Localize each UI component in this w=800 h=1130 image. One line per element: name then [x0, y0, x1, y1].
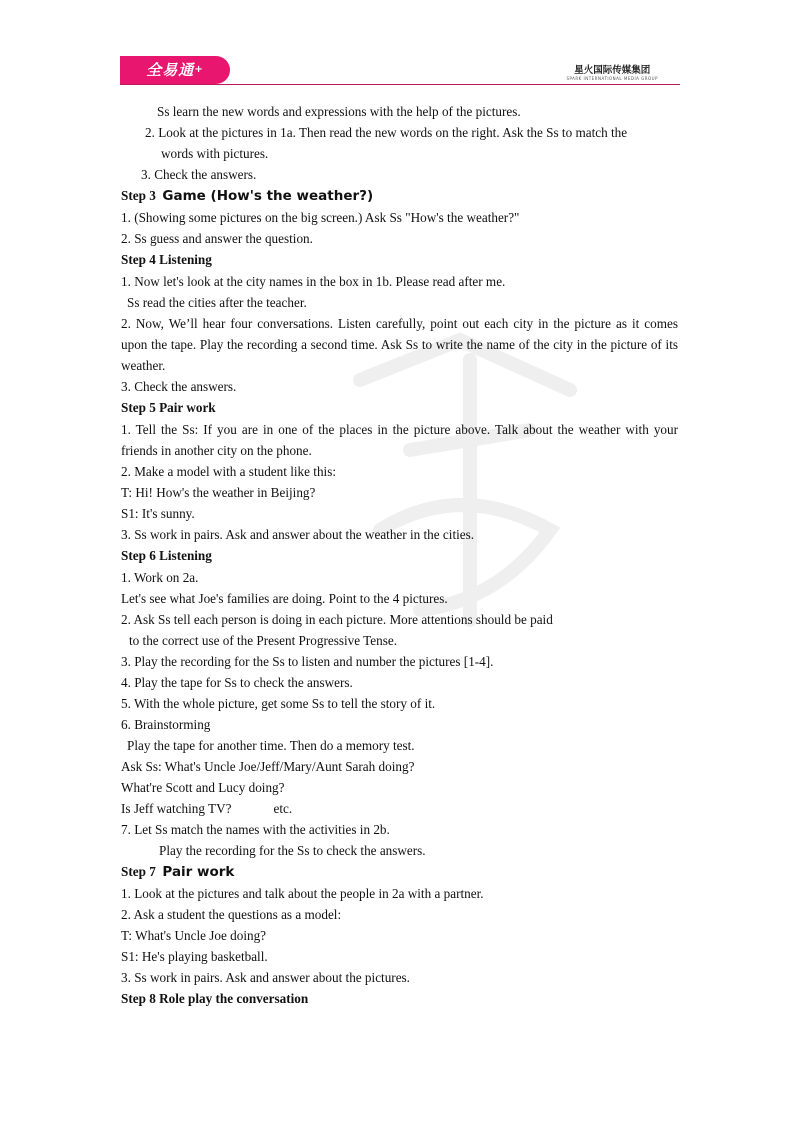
logo-text: 全易通 [146, 61, 195, 79]
text-line: Play the recording for the Ss to check the answers. [159, 843, 426, 858]
header-rule [120, 84, 680, 85]
step-heading [121, 861, 678, 883]
step-heading: Step 6 Listening [121, 548, 212, 563]
page-header [120, 56, 680, 86]
step-label: Step 7 [121, 864, 156, 879]
text-line: Play the tape for another time. Then do a memory test. [127, 738, 415, 753]
step-heading: Step 5 Pair work [121, 400, 216, 415]
text-line: 2. Ss guess and answer the question. [121, 231, 313, 246]
text-line: 1. Now let's look at the city names in the box in 1b. Please read after me. [121, 274, 506, 289]
text-line: to the correct use of the Present Progressive Tense. [129, 633, 397, 648]
text-line: 2. Make a model with a student like this: [121, 464, 336, 479]
text-paragraph: 1. Tell the Ss: If you are in one of the places in the picture above. Talk about the weather with your friends in another city on the phone. [121, 422, 678, 458]
etc-text: etc. [273, 801, 293, 816]
text-line: 2. Ask a student the questions as a model: [121, 907, 342, 922]
step-title: Pair work [162, 864, 235, 880]
text-line: What're Scott and Lucy doing? [121, 780, 285, 795]
text-line: 1. Work on 2a. [121, 570, 199, 585]
step-title: Game (How's the weather?) [162, 188, 374, 204]
publisher-name-cn: 星火国际传媒集团 [574, 65, 651, 76]
text-line: 4. Play the tape for Ss to check the answers. [121, 675, 353, 690]
text-line: 3. Ss work in pairs. Ask and answer about the weather in the cities. [121, 527, 475, 542]
step-label: Step 3 [121, 188, 156, 203]
publisher-brand [566, 62, 658, 81]
step-heading: Step 4 Listening [121, 252, 212, 267]
step-heading: Step 8 Role play the conversation [121, 991, 309, 1006]
text-line [121, 798, 678, 819]
text-line: 1. Look at the pictures and talk about the people in 2a with a partner. [121, 886, 484, 901]
text-line: 3. Play the recording for the Ss to listen and number the pictures [1-4]. [121, 654, 494, 669]
text-line: T: Hi! How's the weather in Beijing? [121, 485, 316, 500]
step-heading [121, 185, 678, 207]
text-line: Ss read the cities after the teacher. [127, 295, 307, 310]
text-line: 3. Ss work in pairs. Ask and answer about the pictures. [121, 970, 410, 985]
text-line: 6. Brainstorming [121, 717, 211, 732]
publisher-name-en: SPARK INTERNATIONAL MEDIA GROUP [566, 76, 658, 81]
text-line: 2. Look at the pictures in 1a. Then read the new words on the right. Ask the Ss to match the [145, 125, 628, 140]
text-line: Ss learn the new words and expressions with the help of the pictures. [157, 104, 521, 119]
text-paragraph: 2. Now, We’ll hear four conversations. Listen carefully, point out each city in the picture as it comes upon the tape. Play the recording a second time. Ask Ss to write the name of the city in the picture of its weather. [121, 316, 678, 373]
question-text: Is Jeff watching TV? [121, 801, 232, 816]
text-line: S1: It's sunny. [121, 506, 195, 521]
text-line: 7. Let Ss match the names with the activities in 2b. [121, 822, 390, 837]
text-line: words with pictures. [161, 146, 269, 161]
text-line: 5. With the whole picture, get some Ss to tell the story of it. [121, 696, 436, 711]
document-body [121, 101, 678, 1010]
text-line: 2. Ask Ss tell each person is doing in each picture. More attentions should be paid [121, 612, 553, 627]
text-line: 3. Check the answers. [141, 167, 257, 182]
text-line: Ask Ss: What's Uncle Joe/Jeff/Mary/Aunt Sarah doing? [121, 759, 415, 774]
text-line: S1: He's playing basketball. [121, 949, 268, 964]
text-line: Let's see what Joe's families are doing. Point to the 4 pictures. [121, 591, 448, 606]
text-line: 3. Check the answers. [121, 379, 237, 394]
text-line: T: What's Uncle Joe doing? [121, 928, 267, 943]
text-line: 1. (Showing some pictures on the big screen.) Ask Ss "How's the weather?" [121, 210, 520, 225]
brand-logo [120, 56, 230, 84]
logo-star: + [194, 64, 204, 75]
